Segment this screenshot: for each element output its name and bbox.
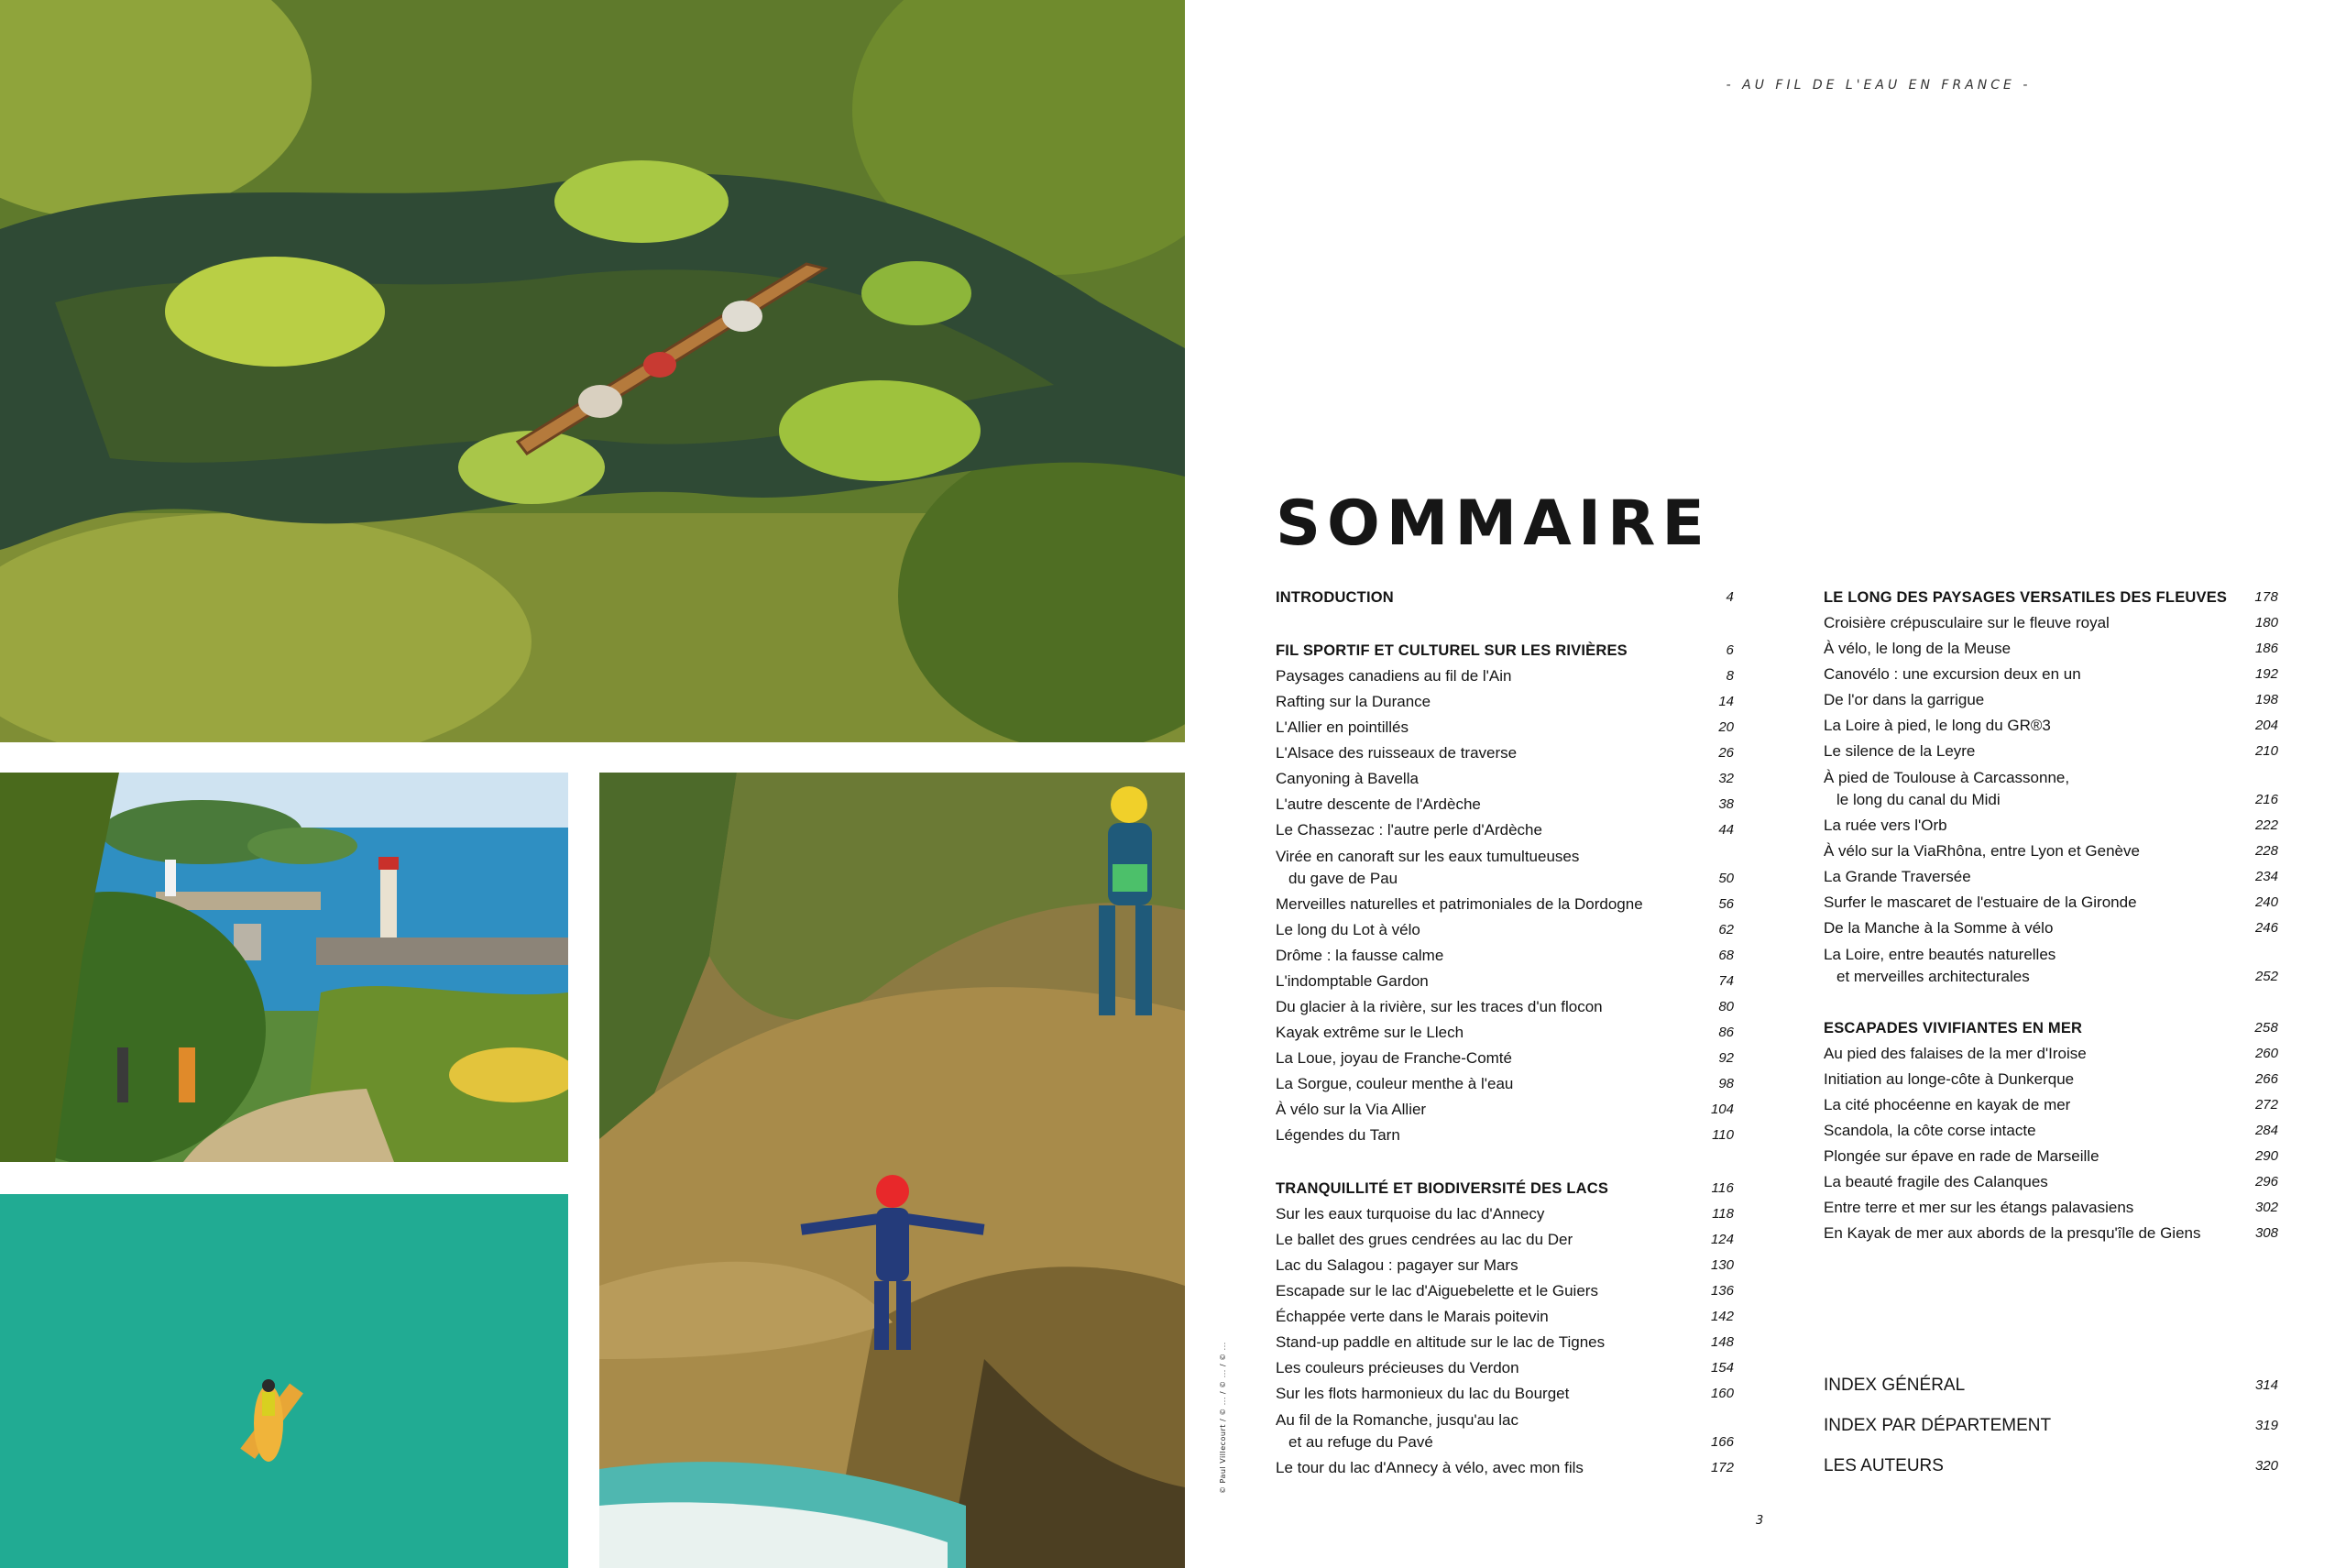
toc-entry-title: [1276, 1330, 1605, 1355]
toc-entry-title: [1824, 890, 2137, 916]
title-text-continued: et au refuge du Pavé: [1288, 1433, 1433, 1451]
toc-entry-title: [1824, 713, 2051, 739]
title-text: La beauté fragile des Calanques: [1824, 1173, 2048, 1190]
title-text: Surfer le mascaret de l'estuaire de la Gironde: [1824, 894, 2137, 911]
toc-entry-title: [1276, 1071, 1513, 1097]
page-ref: 172: [1710, 1460, 1734, 1475]
toc-entry: [1276, 917, 1734, 943]
page-ref: 80: [1718, 999, 1734, 1014]
page-ref: 50: [1718, 871, 1734, 886]
page-ref: 148: [1710, 1334, 1734, 1350]
page-ref: 180: [2254, 615, 2278, 630]
toc-section: [1824, 1015, 2278, 1041]
toc-right-column: [1824, 585, 2278, 1274]
toc-group: [1824, 585, 2278, 988]
toc-entry: [1276, 1201, 1734, 1227]
page-ref: 320: [2254, 1458, 2278, 1474]
toc-entry: [1824, 944, 2278, 988]
page-ref: 8: [1726, 668, 1734, 684]
toc-entry-title: [1824, 1221, 2201, 1246]
toc-entry: [1276, 1381, 1734, 1407]
title-text: Rafting sur la Durance: [1276, 693, 1431, 710]
page-ref: 56: [1718, 896, 1734, 912]
toc-entry: [1824, 1118, 2278, 1144]
page-ref: 154: [1710, 1360, 1734, 1376]
toc-entry-title: [1824, 916, 2053, 941]
page-ref: 32: [1718, 771, 1734, 786]
toc-entry: [1824, 713, 2278, 739]
toc-entry-title: [1276, 1304, 1549, 1330]
toc-entry: [1276, 1455, 1734, 1481]
toc-entry-title: [1824, 636, 2011, 662]
toc-entry-title: [1824, 1195, 2133, 1221]
title-text: Plongée sur épave en rade de Marseille: [1824, 1147, 2099, 1165]
page-ref: 198: [2254, 692, 2278, 707]
toc-left-column: [1276, 585, 1734, 1508]
page-ref: 246: [2254, 920, 2278, 936]
toc-entry: [1276, 846, 1734, 890]
title-text: La Loire à pied, le long du GR®3: [1824, 717, 2051, 734]
title-text: Initiation au longe-côte à Dunkerque: [1824, 1070, 2075, 1088]
page-ref: 130: [1710, 1257, 1734, 1273]
toc-entry-title: [1276, 969, 1429, 994]
toc-entry: [1276, 892, 1734, 917]
page-ref: 38: [1718, 796, 1734, 812]
page-ref: 118: [1712, 1206, 1734, 1222]
toc-section-title: [1276, 1176, 1608, 1201]
title-text: Les couleurs précieuses du Verdon: [1276, 1359, 1519, 1376]
toc-entry: [1824, 610, 2278, 636]
toc-entry-title: [1276, 1097, 1426, 1123]
toc-entry-title: [1276, 740, 1517, 766]
toc-entry: [1824, 1144, 2278, 1169]
title-text: Sur les flots harmonieux du lac du Bourget: [1276, 1385, 1570, 1402]
title-text: L'Allier en pointillés: [1276, 718, 1409, 736]
index-entry: [1824, 1406, 2278, 1446]
page-ref: 240: [2254, 894, 2278, 910]
title-text: Merveilles naturelles et patrimoniales de la Dordogne: [1276, 895, 1643, 913]
toc-entry: [1824, 1092, 2278, 1118]
title-text: FIL SPORTIF ET CULTUREL SUR LES RIVIÈRES: [1276, 642, 1628, 659]
title-text: Le silence de la Leyre: [1824, 742, 1976, 760]
title-text: La Loire, entre beautés naturelles: [1824, 946, 2056, 963]
toc-entry: [1276, 943, 1734, 969]
title-text: Au pied des falaises de la mer d'Iroise: [1824, 1045, 2087, 1062]
toc-entry-title: [1824, 839, 2140, 864]
toc-entry: [1824, 636, 2278, 662]
toc-section-title: [1276, 638, 1628, 663]
toc-group: [1276, 638, 1734, 1148]
page-ref: 319: [2254, 1418, 2278, 1433]
title-text: Entre terre et mer sur les étangs palavasiens: [1824, 1199, 2134, 1216]
page-ref: 20: [1718, 719, 1734, 735]
title-text: LE LONG DES PAYSAGES VERSATILES DES FLEUVES: [1824, 589, 2228, 606]
index-entry-title: INDEX PAR DÉPARTEMENT: [1824, 1416, 2052, 1435]
title-text: Lac du Salagou : pagayer sur Mars: [1276, 1256, 1518, 1274]
toc-entry-title: [1276, 689, 1431, 715]
toc-entry-title: [1824, 813, 1947, 839]
page-ref: 260: [2254, 1046, 2278, 1061]
toc-entry-title: [1824, 944, 2055, 988]
toc-section-title: [1276, 585, 1394, 610]
page-ref: 62: [1718, 922, 1734, 938]
toc-section-title: [1824, 585, 2227, 610]
toc-entry: [1824, 1195, 2278, 1221]
title-text: La Loue, joyau de Franche-Comté: [1276, 1049, 1512, 1067]
index-entry-title: INDEX GÉNÉRAL: [1824, 1376, 1966, 1395]
toc-entry: [1824, 1041, 2278, 1067]
title-text: Kayak extrême sur le Llech: [1276, 1024, 1464, 1041]
title-text: À vélo sur la ViaRhôna, entre Lyon et Genève: [1824, 842, 2140, 860]
title-text: Le Chassezac : l'autre perle d'Ardèche: [1276, 821, 1542, 839]
toc-entry: [1276, 663, 1734, 689]
title-text: Du glacier à la rivière, sur les traces d'un flocon: [1276, 998, 1603, 1015]
page-ref: 14: [1718, 694, 1734, 709]
title-text: Légendes du Tarn: [1276, 1126, 1400, 1144]
toc-entry: [1824, 839, 2278, 864]
toc-entry-title: [1824, 1118, 2036, 1144]
toc-entry-title: [1276, 994, 1603, 1020]
toc-entry: [1824, 916, 2278, 941]
toc-entry-title: [1824, 767, 2069, 811]
toc-entry-title: [1276, 1278, 1598, 1304]
title-text: Croisière crépusculaire sur le fleuve royal: [1824, 614, 2110, 631]
title-text: Canyoning à Bavella: [1276, 770, 1419, 787]
toc-entry-title: [1824, 662, 2081, 687]
harbor-hikers-photo: [0, 773, 568, 1162]
index-entry-title: LES AUTEURS: [1824, 1456, 1944, 1475]
page-ref: 124: [1710, 1232, 1734, 1247]
title-text: Canovélo : une excursion deux en un: [1824, 665, 2081, 683]
toc-entry: [1276, 1253, 1734, 1278]
toc-entry-title: [1276, 715, 1409, 740]
title-text: Le tour du lac d'Annecy à vélo, avec mon fils: [1276, 1459, 1584, 1476]
page-ref: 296: [2254, 1174, 2278, 1190]
toc-entry: [1276, 1097, 1734, 1123]
toc-entry: [1276, 766, 1734, 792]
title-text: À pied de Toulouse à Carcassonne,: [1824, 769, 2070, 786]
title-text-continued: et merveilles architecturales: [1836, 968, 2030, 985]
toc-entry-title: [1276, 1253, 1518, 1278]
toc-entry: [1276, 1355, 1734, 1381]
page-ref: 234: [2254, 869, 2278, 884]
toc-entry: [1276, 1304, 1734, 1330]
toc-section: [1276, 1176, 1734, 1201]
page-ref: 308: [2254, 1225, 2278, 1241]
page-ref: 44: [1718, 822, 1734, 838]
title-text: De la Manche à la Somme à vélo: [1824, 919, 2054, 937]
toc-entry: [1824, 1169, 2278, 1195]
toc-group: [1824, 1015, 2278, 1246]
title-text: Sur les eaux turquoise du lac d'Annecy: [1276, 1205, 1545, 1223]
toc-entry: [1824, 864, 2278, 890]
page-ref: 216: [2254, 792, 2278, 807]
page-ref: 142: [1710, 1309, 1734, 1324]
page-ref: 266: [2254, 1071, 2278, 1087]
toc-entry: [1276, 1071, 1734, 1097]
title-text: Au fil de la Romanche, jusqu'au lac: [1276, 1411, 1519, 1429]
title-text: Virée en canoraft sur les eaux tumultueuses: [1276, 848, 1580, 865]
page-ref: 74: [1718, 973, 1734, 989]
toc-entry-title: [1276, 817, 1542, 843]
toc-entry: [1276, 1278, 1734, 1304]
toc-entry-title: [1824, 687, 1984, 713]
toc-entry: [1824, 890, 2278, 916]
page-ref: 272: [2254, 1097, 2278, 1113]
page-ref: 160: [1710, 1386, 1734, 1401]
title-text: TRANQUILLITÉ ET BIODIVERSITÉ DES LACS: [1276, 1180, 1609, 1197]
page-ref: 92: [1718, 1050, 1734, 1066]
index-list: [1824, 1365, 2278, 1486]
page-ref: 186: [2254, 641, 2278, 656]
title-text: Drôme : la fausse calme: [1276, 947, 1444, 964]
page-ref: 302: [2254, 1200, 2278, 1215]
toc-entry: [1824, 767, 2278, 811]
toc-entry: [1276, 1046, 1734, 1071]
toc-entry-title: [1276, 792, 1481, 817]
toc-entry-title: [1276, 1123, 1400, 1148]
canoe-river-aerial-photo: [0, 0, 1185, 742]
title-text-continued: le long du canal du Midi: [1836, 791, 2001, 808]
index-entry: [1824, 1446, 2278, 1486]
page-ref: 68: [1718, 948, 1734, 963]
page-ref: 98: [1718, 1076, 1734, 1091]
toc-section: [1276, 585, 1734, 610]
toc-entry: [1824, 739, 2278, 764]
page-ref: 104: [1710, 1102, 1734, 1117]
title-text: Stand-up paddle en altitude sur le lac de Tignes: [1276, 1333, 1606, 1351]
toc-section: [1276, 638, 1734, 663]
running-header: - AU FIL DE L'EAU EN FRANCE -: [1726, 78, 2032, 93]
canyoning-photo: [599, 773, 1185, 1568]
title-text: À vélo sur la Via Allier: [1276, 1101, 1427, 1118]
toc-entry: [1276, 994, 1734, 1020]
toc-entry-title: [1824, 610, 2110, 636]
page-ref: 6: [1726, 642, 1734, 658]
index-entry: [1824, 1365, 2278, 1406]
toc-entry: [1824, 813, 2278, 839]
toc-entry-title: [1824, 1041, 2087, 1067]
toc-entry: [1824, 662, 2278, 687]
page-ref: 166: [1710, 1434, 1734, 1450]
toc-entry-title: [1276, 846, 1579, 890]
toc-entry-title: [1276, 1227, 1573, 1253]
toc-entry: [1276, 817, 1734, 843]
toc-entry: [1276, 1227, 1734, 1253]
title-text: La Sorgue, couleur menthe à l'eau: [1276, 1075, 1514, 1092]
toc-entry-title: [1276, 917, 1420, 943]
page-ref: 136: [1710, 1283, 1734, 1299]
toc-entry-title: [1276, 1409, 1518, 1453]
title-text: Échappée verte dans le Marais poitevin: [1276, 1308, 1549, 1325]
page-ref: 4: [1726, 589, 1734, 605]
toc-entry-title: [1276, 1046, 1512, 1071]
toc-entry: [1276, 689, 1734, 715]
title-text: L'indomptable Gardon: [1276, 972, 1429, 990]
toc-entry-title: [1276, 1020, 1464, 1046]
page-ref: 192: [2254, 666, 2278, 682]
toc-entry: [1276, 1020, 1734, 1046]
toc-entry-title: [1276, 943, 1443, 969]
title-text: L'Alsace des ruisseaux de traverse: [1276, 744, 1518, 762]
toc-entry-title: [1276, 1455, 1584, 1481]
stand-up-paddle-photo: [0, 1194, 568, 1568]
toc-entry: [1824, 687, 2278, 713]
toc-entry-title: [1824, 1067, 2074, 1092]
title-text: Escapade sur le lac d'Aiguebelette et le Guiers: [1276, 1282, 1598, 1299]
page-title: SOMMAIRE: [1276, 488, 1711, 560]
title-text: En Kayak de mer aux abords de la presqu'île de Giens: [1824, 1224, 2201, 1242]
page-ref: 252: [2254, 969, 2278, 984]
page-ref: 284: [2254, 1123, 2278, 1138]
page-ref: 222: [2254, 817, 2278, 833]
toc-entry: [1276, 1123, 1734, 1148]
title-text: La cité phocéenne en kayak de mer: [1824, 1096, 2071, 1113]
toc-section: [1824, 585, 2278, 610]
toc-entry-title: [1824, 739, 1975, 764]
toc-entry: [1824, 1067, 2278, 1092]
toc-entry-title: [1824, 1144, 2099, 1169]
title-text: De l'or dans la garrigue: [1824, 691, 1985, 708]
page-ref: 178: [2254, 589, 2278, 605]
page-ref: 116: [1711, 1180, 1734, 1196]
toc-entry: [1276, 1409, 1734, 1453]
page-number: 3: [1756, 1514, 1764, 1528]
page-ref: 290: [2254, 1148, 2278, 1164]
toc-entry-title: [1276, 663, 1511, 689]
title-text: À vélo, le long de la Meuse: [1824, 640, 2012, 657]
photo-credits: © Paul Villecourt / © ... / © ... / © ...: [1219, 1342, 1227, 1494]
title-text: La ruée vers l'Orb: [1824, 817, 1947, 834]
toc-entry-title: [1276, 1201, 1544, 1227]
page-ref: 26: [1718, 745, 1734, 761]
page-ref: 204: [2254, 718, 2278, 733]
title-text: ESCAPADES VIVIFIANTES EN MER: [1824, 1020, 2083, 1036]
toc-entry-title: [1824, 1092, 2070, 1118]
toc-group: [1276, 585, 1734, 610]
page-ref: 228: [2254, 843, 2278, 859]
page-ref: 110: [1712, 1127, 1734, 1143]
toc-section-title: [1824, 1015, 2082, 1041]
toc-entry-title: [1276, 892, 1643, 917]
page-ref: 86: [1718, 1025, 1734, 1040]
toc-entry: [1824, 1221, 2278, 1246]
toc-group: [1276, 1176, 1734, 1481]
title-text: Paysages canadiens au fil de l'Ain: [1276, 667, 1512, 685]
toc-entry: [1276, 969, 1734, 994]
title-text: Le ballet des grues cendrées au lac du Der: [1276, 1231, 1573, 1248]
title-text: L'autre descente de l'Ardèche: [1276, 795, 1481, 813]
toc-entry-title: [1276, 1381, 1569, 1407]
page-ref: 258: [2254, 1020, 2278, 1036]
title-text: INTRODUCTION: [1276, 589, 1394, 606]
toc-entry: [1276, 1330, 1734, 1355]
toc-entry-title: [1824, 864, 1971, 890]
title-text-continued: du gave de Pau: [1288, 870, 1398, 887]
title-text: La Grande Traversée: [1824, 868, 1971, 885]
toc-entry: [1276, 792, 1734, 817]
page-ref: 210: [2254, 743, 2278, 759]
toc-entry: [1276, 715, 1734, 740]
title-text: Le long du Lot à vélo: [1276, 921, 1420, 938]
toc-entry-title: [1276, 1355, 1519, 1381]
toc-entry: [1276, 740, 1734, 766]
page-ref: 314: [2254, 1377, 2278, 1393]
toc-entry-title: [1824, 1169, 2048, 1195]
title-text: Scandola, la côte corse intacte: [1824, 1122, 2036, 1139]
toc-entry-title: [1276, 766, 1419, 792]
